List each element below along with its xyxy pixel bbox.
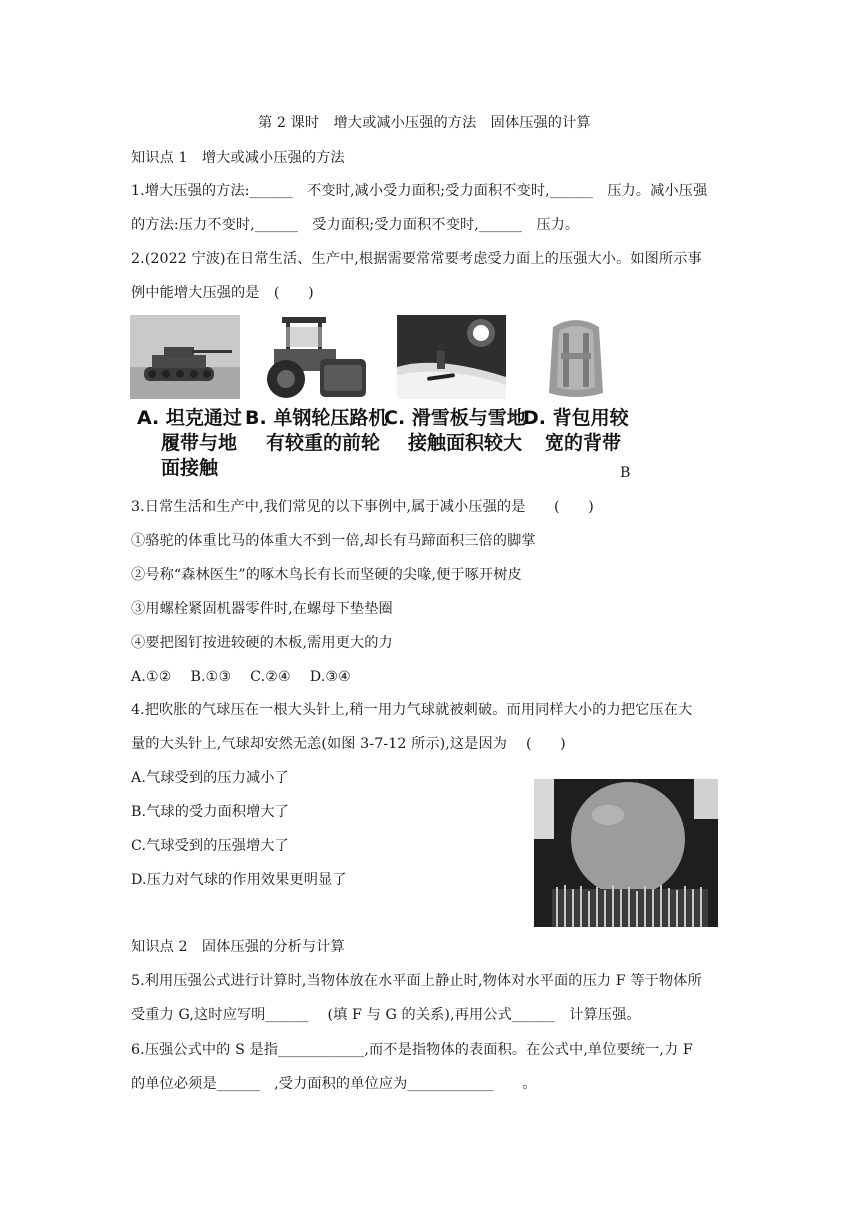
question-4-choice-c: C.气球受到的压强增大了	[131, 838, 289, 854]
question-4-choice-b: B.气球的受力面积增大了	[131, 804, 290, 820]
option-d-label: D. 背包用较 宽的背带	[523, 407, 629, 454]
option-b-label: B. 单钢轮压路机 有较重的前轮	[245, 407, 388, 454]
road-roller-photo	[258, 313, 370, 401]
question-4-choice-d: D.压力对气球的作用效果更明显了	[131, 872, 347, 888]
question-4-line-2: 量的大头针上,气球却安然无恙(如图 3-7-12 所示),这是因为 ( )	[131, 736, 566, 752]
question-4-line-1: 4.把吹胀的气球压在一根大头针上,稍一用力气球就被刺破。而用同样大小的力把它压在大	[131, 702, 693, 718]
option-c-label: C. 滑雪板与雪地 接触面积较大	[384, 407, 526, 454]
backpack-photo	[541, 313, 611, 401]
question-5-line-1: 5.利用压强公式进行计算时,当物体放在水平面上静止时,物体对水平面的压力 F 等于物体所	[131, 973, 702, 989]
question-3-item-3: ③用螺栓紧固机器零件时,在螺母下垫垫圈	[131, 601, 393, 617]
question-2-line-2: 例中能增大压强的是 ( )	[131, 285, 314, 301]
section-heading-1: 知识点 1 增大或减小压强的方法	[131, 150, 345, 166]
question-3-item-4: ④要把图钉按进较硬的木板,需用更大的力	[131, 635, 393, 651]
question-6-line-2: 的单位必须是______ ,受力面积的单位应为____________ 。	[131, 1076, 537, 1092]
question-2-line-1: 2.(2022 宁波)在日常生活、生产中,根据需要常常要考虑受力面上的压强大小。如图所示事	[131, 251, 702, 267]
question-1-line-2: 的方法:压力不变时,______ 受力面积;受力面积不变时,______ 压力。	[131, 217, 580, 233]
balloon-on-nails-photo	[534, 779, 718, 927]
tank-photo	[130, 315, 240, 399]
section-heading-2: 知识点 2 固体压强的分析与计算	[131, 939, 345, 955]
question-3-item-1: ①骆驼的体重比马的体重大不到一倍,却长有马蹄面积三倍的脚掌	[131, 533, 536, 549]
question-5-line-2: 受重力 G,这时应写明______ (填 F 与 G 的关系),再用公式______ 计算压强。	[131, 1007, 641, 1023]
snowboard-photo	[397, 315, 506, 399]
page-title: 第 2 课时 增大或减小压强的方法 固体压强的计算	[258, 115, 591, 131]
question-3-choices: A.①② B.①③ C.②④ D.③④	[131, 669, 351, 685]
option-a-label: A. 坦克通过 履带与地 面接触	[137, 407, 242, 479]
question-6-line-1: 6.压强公式中的 S 是指____________,而不是指物体的表面积。在公式中,单位要统一,力 F	[131, 1042, 693, 1058]
question-1-line-1: 1.增大压强的方法:______ 不变时,减小受力面积;受力面积不变时,______ 压力。减小压强	[131, 183, 708, 199]
question-4-choice-a: A.气球受到的压力减小了	[131, 770, 289, 786]
question-3-stem: 3.日常生活和生产中,我们常见的以下事例中,属于减小压强的是 ( )	[131, 499, 594, 515]
question-3-item-2: ②号称“森林医生”的啄木鸟长有长而坚硬的尖喙,便于啄开树皮	[131, 567, 522, 583]
answer-mark: B	[620, 465, 631, 481]
